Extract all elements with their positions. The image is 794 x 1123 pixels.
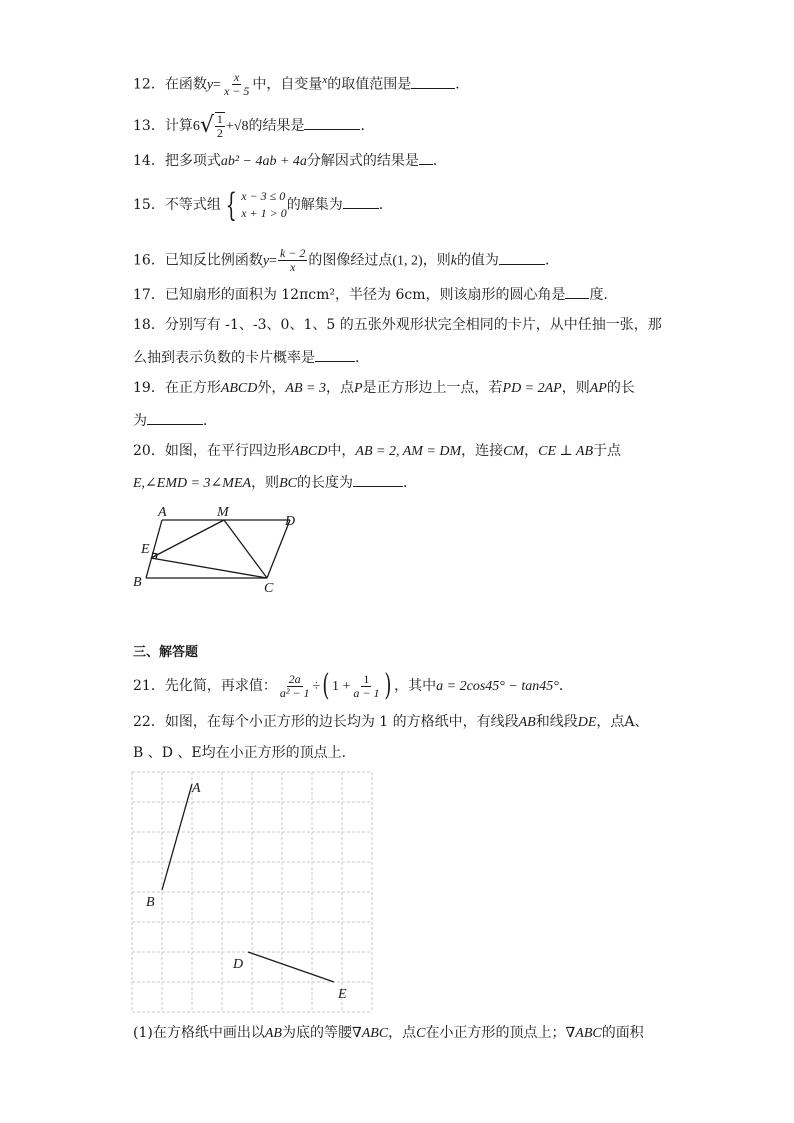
q22-line1b: 和线段 bbox=[535, 714, 578, 730]
q22-1-p1: (1)在方格纸中画出以 bbox=[133, 1025, 265, 1041]
question-20-line1 bbox=[133, 441, 621, 462]
q21-f1-num: 2a bbox=[288, 671, 301, 686]
q20-line2a: E,∠EMD = 3∠MEA bbox=[133, 476, 252, 491]
q16-point: (1, 2) bbox=[392, 253, 423, 269]
question-16 bbox=[133, 247, 559, 274]
question-17 bbox=[133, 284, 617, 305]
q22-1-p4: 在小正方形的顶点上； bbox=[425, 1025, 566, 1041]
q20-p1: 20．如图，在平行四边形 bbox=[133, 443, 291, 459]
q14-end: ． bbox=[432, 153, 447, 169]
q12-prefix: 12．在函数 bbox=[133, 76, 207, 93]
fig20-label-c: C bbox=[264, 581, 274, 596]
fig22-segment-ab bbox=[162, 784, 192, 890]
q20-p2: 中， bbox=[327, 443, 356, 459]
q20-cm: CM bbox=[503, 444, 525, 459]
q21-left-paren: ( bbox=[322, 668, 330, 703]
q22-line2: B 、D 、E均在小正方形的顶点上． bbox=[133, 745, 356, 761]
q21-f2-den: a − 1 bbox=[353, 685, 380, 700]
q20-p3: ，连接 bbox=[461, 443, 504, 459]
q22-1-c: C bbox=[416, 1026, 426, 1041]
q12-eq: = bbox=[213, 77, 221, 93]
q18-line1: 18．分别写有 -1、-3、0、1、5 的五张外观形状完全相同的卡片，从中任抽一张，那 bbox=[133, 317, 662, 333]
q14-answer-blank[interactable] bbox=[419, 150, 433, 165]
q22-1-p2: 为底的等腰 bbox=[281, 1025, 352, 1041]
q21-one-plus: 1 + bbox=[331, 679, 351, 694]
fig20-segment-em bbox=[151, 520, 224, 558]
q14-expression: ab² − 4ab + 4a bbox=[220, 154, 307, 169]
q20-p4: ， bbox=[524, 443, 539, 459]
q13-sqrt-sign: √ bbox=[199, 113, 214, 138]
question-18-line2 bbox=[133, 347, 369, 368]
fig22-label-e: E bbox=[338, 987, 347, 1002]
question-22-line1 bbox=[133, 712, 649, 733]
q12-denominator: x − 5 bbox=[223, 84, 250, 99]
fig20-label-m: M bbox=[217, 505, 229, 520]
q16-prefix: 16．已知反比例函数 bbox=[133, 252, 263, 269]
q13-coef: 6 bbox=[192, 119, 200, 134]
q15-row1: x − 3 ≤ 0 bbox=[241, 189, 286, 203]
question-14 bbox=[133, 150, 447, 172]
q20-line2c: 的长度为 bbox=[296, 475, 353, 491]
figure-22-grid bbox=[126, 766, 398, 1016]
q19-p6: 的长 bbox=[606, 380, 635, 396]
fig22-label-d: D bbox=[233, 957, 244, 972]
q13-fraction bbox=[215, 112, 225, 140]
q19-P: P bbox=[353, 381, 363, 396]
q16-denominator: x bbox=[290, 260, 296, 274]
question-22-line2 bbox=[133, 743, 356, 763]
q20-perp: CE ⊥ AB bbox=[538, 444, 594, 459]
q13-suffix: 的结果是 bbox=[248, 118, 305, 134]
q17-end: 度． bbox=[589, 287, 618, 303]
q19-p1: 19．在正方形 bbox=[133, 380, 221, 396]
q21-end: ． bbox=[558, 678, 573, 694]
q18-line2: 么抽到表示负数的卡片概率是 bbox=[133, 350, 315, 366]
q19-ab3: AB = 3 bbox=[285, 381, 326, 396]
q22-1-tri2: ∇ABC bbox=[565, 1026, 602, 1041]
q15-system bbox=[241, 188, 287, 222]
q13-frac-num: 1 bbox=[216, 112, 223, 126]
fig22-label-b: B bbox=[146, 895, 155, 910]
section-3-title: 三、解答题 bbox=[133, 645, 199, 660]
q22-line1a: 22．如图，在每个小正方形的边长均为 1 的方格纸中，有线段 bbox=[133, 714, 519, 730]
q20-abcd: ABCD bbox=[290, 444, 328, 459]
q16-mid2: ，则 bbox=[422, 252, 451, 269]
q20-bc: BC bbox=[279, 476, 297, 491]
q19-p5: ，则 bbox=[561, 380, 590, 396]
q12-end: ． bbox=[455, 76, 470, 93]
q15-end: ． bbox=[378, 197, 393, 213]
q22-ab: AB bbox=[518, 715, 536, 730]
q21-f2-num: 1 bbox=[363, 671, 370, 686]
q20-cond: AB = 2, AM = DM bbox=[355, 444, 462, 459]
q19-ap: AP bbox=[589, 381, 607, 396]
q17-text: 17．已知扇形的面积为 12πcm²，半径为 6cm，则该扇形的圆心角是 bbox=[133, 287, 566, 303]
q19-abcd: ABCD bbox=[220, 381, 258, 396]
q16-suffix: 的值为 bbox=[456, 252, 499, 269]
q19-p2: 外， bbox=[257, 380, 286, 396]
q20-end: ． bbox=[402, 475, 417, 491]
q22-1-ab: AB bbox=[264, 1026, 282, 1041]
question-15 bbox=[133, 188, 393, 222]
q15-row2: x + 1 > 0 bbox=[241, 206, 287, 220]
q15-prefix: 15．不等式组 bbox=[133, 197, 221, 213]
q18-end: ． bbox=[355, 350, 369, 366]
q20-answer-blank[interactable] bbox=[353, 472, 403, 487]
q21-fraction-1 bbox=[278, 673, 312, 700]
fig22-gridlines bbox=[132, 772, 372, 1012]
q13-prefix: 13．计算 bbox=[133, 118, 193, 134]
question-18-line1 bbox=[133, 315, 662, 335]
q22-1-p3: ，点 bbox=[388, 1025, 417, 1041]
question-12 bbox=[133, 70, 469, 98]
q15-suffix: 的解集为 bbox=[286, 197, 343, 213]
question-20-line2 bbox=[133, 472, 417, 494]
q12-mid: 中，自变量 bbox=[252, 76, 323, 93]
q19-line2: 为 bbox=[133, 413, 147, 429]
q13-end: ． bbox=[360, 118, 375, 134]
q12-answer-blank[interactable] bbox=[411, 74, 455, 89]
q16-eq: = bbox=[269, 253, 277, 269]
q22-de: DE bbox=[577, 715, 597, 730]
q14-suffix: 分解因式的结果是 bbox=[306, 153, 419, 169]
question-22-part1 bbox=[133, 1023, 644, 1044]
q13-answer-blank[interactable] bbox=[304, 115, 360, 130]
q21-f1-den: a² − 1 bbox=[279, 685, 310, 700]
question-21 bbox=[133, 668, 573, 703]
q16-end: ． bbox=[544, 252, 559, 269]
fig20-segment-cm bbox=[224, 520, 267, 578]
fig22-segment-de bbox=[248, 952, 334, 982]
q12-numerator: x bbox=[234, 70, 240, 85]
q22-1-tri: ∇ABC bbox=[351, 1026, 389, 1041]
fig20-label-e: E bbox=[141, 542, 150, 557]
q22-1-p5: 的面积 bbox=[601, 1025, 644, 1041]
q21-cond: a = 2cos45° − tan45° bbox=[436, 679, 559, 694]
q16-mid: 的图像经过点 bbox=[308, 252, 393, 269]
q12-suffix: 的取值范围是 bbox=[327, 76, 412, 93]
q15-answer-blank[interactable] bbox=[343, 194, 379, 209]
q21-prefix: 21．先化简，再求值： bbox=[133, 678, 277, 694]
q14-prefix: 14．把多项式 bbox=[133, 153, 221, 169]
q20-p5: 于点 bbox=[593, 443, 622, 459]
question-19-line2 bbox=[133, 410, 217, 431]
q22-line1c: ，点A、 bbox=[596, 714, 649, 730]
q16-k: k bbox=[450, 253, 457, 269]
q13-frac-den: 2 bbox=[216, 126, 223, 140]
q16-numerator: k − 2 bbox=[279, 246, 306, 260]
q12-x: x bbox=[322, 74, 328, 86]
q21-right-paren: ) bbox=[384, 668, 392, 703]
q17-answer-blank[interactable] bbox=[565, 284, 589, 299]
q19-end: ． bbox=[203, 413, 217, 429]
figure-20-parallelogram bbox=[130, 500, 310, 600]
q21-fraction-2 bbox=[351, 673, 381, 700]
q13-plus: + bbox=[225, 119, 234, 134]
question-19-line1 bbox=[133, 378, 635, 399]
fig20-label-a: A bbox=[158, 505, 167, 520]
fig20-segment-ce bbox=[151, 558, 267, 578]
q19-p3: ，点 bbox=[325, 380, 354, 396]
q19-p4: 是正方形边上一点，若 bbox=[362, 380, 503, 396]
fig20-label-d: D bbox=[285, 514, 296, 529]
fig20-label-b: B bbox=[133, 575, 142, 590]
q18-answer-blank[interactable] bbox=[315, 347, 355, 362]
fig22-label-a: A bbox=[192, 781, 201, 796]
q16-answer-blank[interactable] bbox=[499, 250, 545, 265]
q15-brace: { bbox=[225, 186, 237, 224]
q21-mid: ，其中 bbox=[394, 678, 437, 694]
q20-line2b: ，则 bbox=[251, 475, 280, 491]
q19-answer-blank[interactable] bbox=[147, 410, 203, 425]
question-13 bbox=[133, 112, 374, 140]
q21-div: ÷ bbox=[312, 679, 321, 694]
q19-pd: PD = 2AP bbox=[502, 381, 562, 396]
q13-sqrt8: √8 bbox=[233, 119, 249, 134]
q16-fraction bbox=[278, 247, 307, 274]
q16-y: y bbox=[262, 253, 270, 269]
q12-fraction bbox=[222, 71, 251, 98]
q12-y: y bbox=[206, 77, 214, 93]
